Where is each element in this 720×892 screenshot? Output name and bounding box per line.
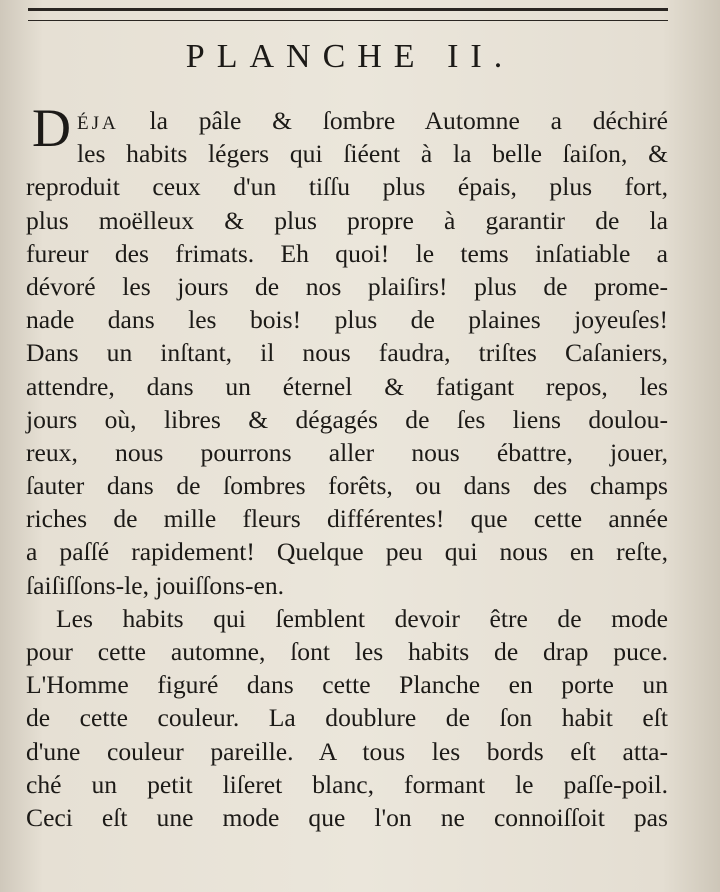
text-line: nade dans les bois! plus de plaines joyeuſes! <box>26 305 668 335</box>
page-title: PLANCHE II. <box>185 38 515 75</box>
text-line: pour cette automne, ſont les habits de drap puce. <box>26 637 668 666</box>
text-line: dévoré les jours de nos plaiſirs! plus de prome- <box>26 271 668 301</box>
text-line: plus moëlleux & plus propre à garantir de la <box>26 205 668 235</box>
text-line: ſauter dans de ſombres forêts, ou dans des champs <box>26 471 668 501</box>
page-body <box>26 98 668 834</box>
text-line: a paſſé rapidement! Quelque peu qui nous en reſte, <box>26 537 668 567</box>
text-line: attendre, dans un éternel & fatigant repos, les <box>26 371 668 401</box>
text-line: reux, nous pourrons aller nous ébattre, jouer, <box>26 437 668 467</box>
text-line: reproduit ceux d'un tiſſu plus épais, plus fort, <box>26 172 668 202</box>
drop-cap: D <box>32 98 71 158</box>
text-line: jours où, libres & dégagés de ſes liens doulou- <box>26 404 668 434</box>
text-line: Ceci eſt une mode que l'on ne connoiſſoit pas <box>26 802 668 832</box>
text-line: fureur des frimats. Eh quoi! le tems inſatiable a <box>26 238 668 268</box>
text-line: Dans un inſtant, il nous faudra, triſtes Caſaniers, <box>26 338 668 368</box>
text-line: riches de mille fleurs différentes! que cette année <box>26 504 668 534</box>
text-line: ché un petit liſeret blanc, formant le paſſe-poil. <box>26 769 668 799</box>
line-text: la pâle & ſombre Automne a déchiré <box>118 106 668 135</box>
text-line: d'une couleur pareille. A tous les bords eſt atta- <box>26 736 668 766</box>
text-line: les habits légers qui ſiéent à la belle ſaiſon, & <box>77 139 668 169</box>
text-line: de cette couleur. La doublure de ſon habit eſt <box>26 703 668 733</box>
top-rule <box>28 8 668 21</box>
first-word-smallcaps: ÉJA <box>77 113 119 134</box>
text-line: Les habits qui ſemblent devoir être de mode <box>56 603 668 633</box>
paragraph-1 <box>26 98 668 602</box>
text-line: L'Homme figuré dans cette Planche en porte un <box>26 670 668 700</box>
paragraph-2 <box>26 602 668 834</box>
text-line: ſaiſiſſons-le, jouiſſons-en. <box>26 570 285 600</box>
